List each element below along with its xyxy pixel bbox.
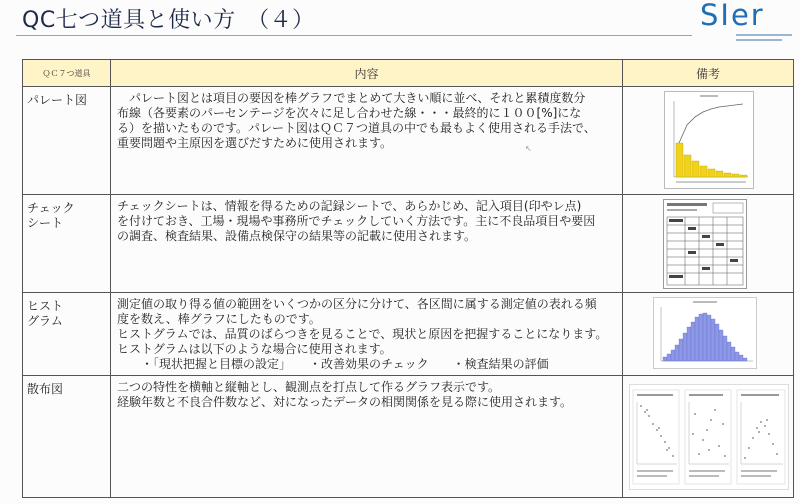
tool-description <box>111 293 623 376</box>
tool-description <box>111 195 623 293</box>
remarks-cell <box>623 87 794 195</box>
scatter-plot-thumbnail <box>629 384 789 490</box>
description-line: を付けておき、工場・現場や事務所でチェックしていく方法です。主に不良品項目や要因 <box>117 214 596 228</box>
description-line: ヒストグラムでは、品質のばらつきを見ることで、現状と原因を把握することになります。 <box>117 327 608 341</box>
description-line: 測定値の取り得る値の範囲をいくつかの区分に分けて、各区間に属する測定値の表れる頻 <box>117 297 597 311</box>
description-line: る）を描いたものです。パレート図はＱＣ７つ道具の中でも最もよく使用される手法で、 <box>117 121 596 135</box>
logo-tagline-line <box>736 34 792 36</box>
tool-name: チェック シート <box>23 195 111 293</box>
description-line: 重要問題や主原因を選びだすために使用されます。 <box>117 136 393 150</box>
description-line: の調査、検査結果、設備点検保守の結果等の記載に使用されます。 <box>117 229 477 243</box>
description-line: ヒストグラムは以下のような場合に使用されます。 <box>117 342 392 356</box>
page-title: QC七つ道具と使い方 （４） <box>22 8 315 33</box>
qc-tools-table <box>22 59 794 498</box>
table-row-histogram <box>23 293 794 376</box>
description-line: 経験年数と不良合件数など、対になったデータの相関関係を見る際に使用されます。 <box>117 395 573 409</box>
description-line: 二つの特性を横軸と縦軸とし、観測点を打点して作るグラフ表示です。 <box>117 380 501 394</box>
description-line: 度を数え、棒グラフにしたものです。 <box>117 312 321 326</box>
pareto-chart-thumbnail <box>664 91 754 189</box>
header-remarks: 備考 <box>623 60 794 87</box>
tool-description <box>111 376 623 498</box>
company-logo <box>700 2 792 52</box>
title-underline <box>16 35 692 36</box>
header-content: 内容 <box>111 60 623 87</box>
header-tool: ＱＣ７つ道具 <box>23 60 111 87</box>
logo-text: SIer <box>700 0 765 32</box>
remarks-cell <box>623 293 794 376</box>
table-row-pareto <box>23 87 794 195</box>
histogram-thumbnail <box>653 297 757 369</box>
tool-name: 散布図 <box>23 376 111 498</box>
tool-description <box>111 87 623 195</box>
tool-name: パレート図 <box>23 87 111 195</box>
remarks-cell <box>623 195 794 293</box>
table-row-check-sheet <box>23 195 794 293</box>
description-line: パレート図とは項目の要因を棒グラフでまとめて大きい順に並べ、それと累積度数分 <box>117 91 586 105</box>
description-line: ・「現状把握と目標の設定」 ・改善効果のチェック ・検査結果の評価 <box>117 357 549 371</box>
table-header-row <box>23 60 794 87</box>
check-sheet-thumbnail <box>663 199 747 289</box>
description-line: チェックシートは、情報を得るための記録シートで、あらかじめ、記入項目(印やレ点) <box>117 199 582 213</box>
mouse-cursor-icon: ↖ <box>525 144 532 153</box>
table-row-scatter <box>23 376 794 498</box>
tool-name: ヒスト グラム <box>23 293 111 376</box>
logo-tagline-line <box>736 39 782 41</box>
remarks-cell <box>623 376 794 498</box>
description-line: 布線（各要素のパーセンテージを次々に足し合わせた線・・・最終的に１００[%]にな <box>117 106 582 120</box>
